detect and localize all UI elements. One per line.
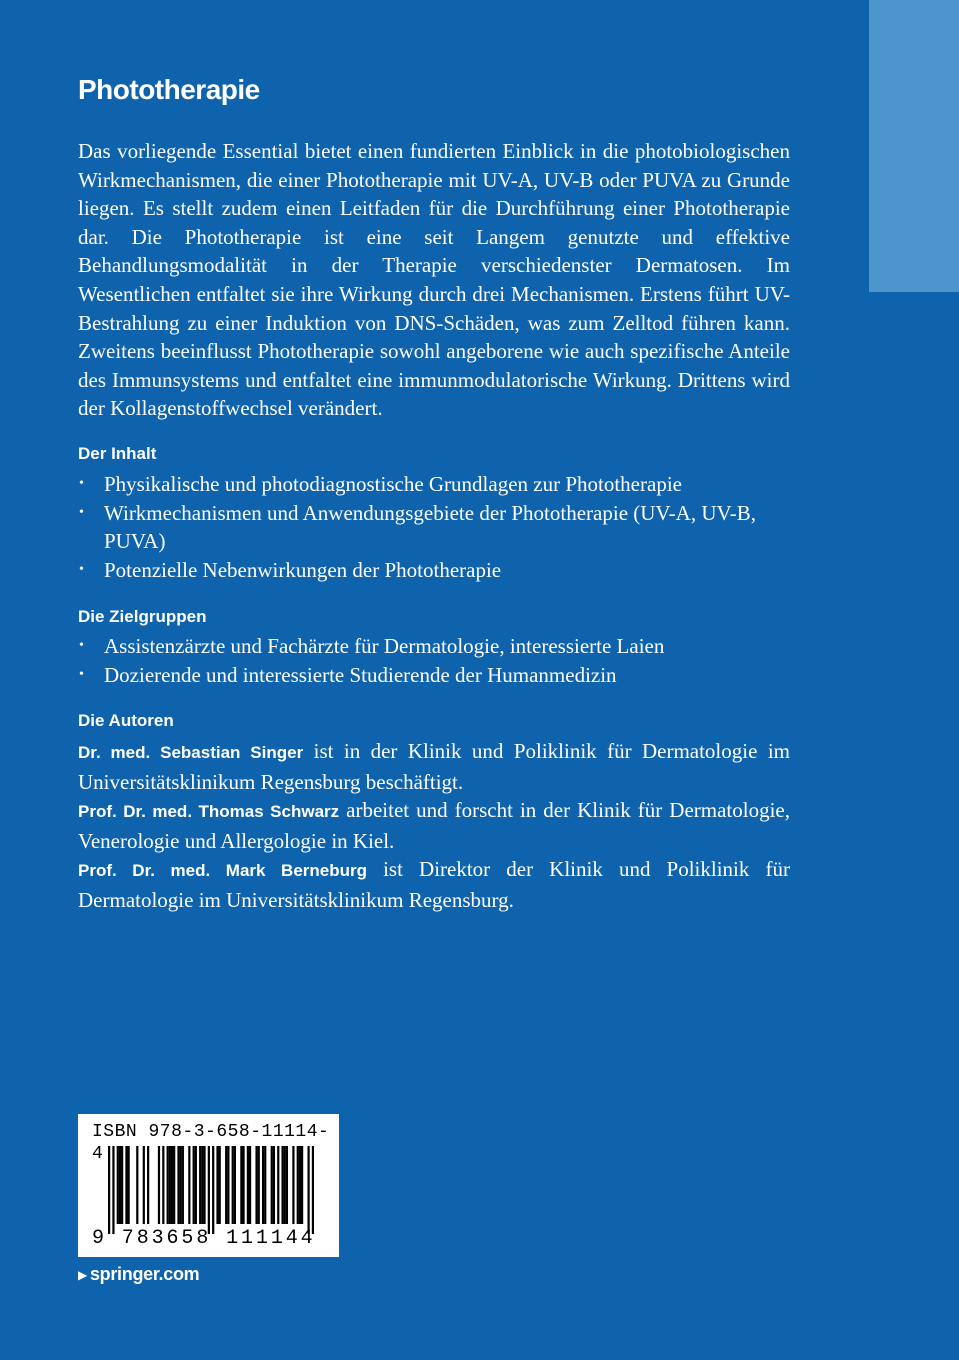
- bullet-icon: •: [79, 561, 84, 577]
- barcode-bar: [147, 1146, 149, 1224]
- barcode-bar: [301, 1146, 303, 1224]
- list-item: • Dozierende und interessierte Studierende der Humanmedizin: [78, 661, 790, 690]
- barcode-bar: [234, 1146, 236, 1224]
- barcode-bar: [121, 1146, 123, 1224]
- list-item: • Wirkmechanismen und Anwendungsgebiete der Phototherapie (UV-A, UV-B, PUVA): [79, 500, 756, 554]
- barcode-bar: [203, 1146, 205, 1224]
- barcode-bar: [188, 1146, 190, 1224]
- zielgruppen-heading: Die Zielgruppen: [78, 607, 207, 626]
- barcode-bar: [242, 1146, 244, 1224]
- list-item: • Physikalische und photodiagnostische Grundlagen zur Phototherapie: [78, 470, 790, 499]
- cover-color-tab: [869, 0, 959, 292]
- list-item: • Potenzielle Nebenwirkungen der Phototherapie: [78, 556, 790, 585]
- barcode-bar: [199, 1146, 201, 1224]
- barcode-bar: [284, 1146, 286, 1224]
- barcode-bar: [281, 1146, 283, 1224]
- barcode-bar: [271, 1146, 273, 1224]
- inhalt-heading: Der Inhalt: [78, 444, 157, 463]
- barcode-bar: [117, 1146, 119, 1224]
- barcode-bar: [208, 1146, 210, 1234]
- barcode-bar: [297, 1146, 299, 1224]
- authors-block: [78, 737, 790, 915]
- list-item: • Assistenzärzte und Fachärzte für Dermatologie, interessierte Laien: [78, 632, 790, 661]
- play-arrow-icon: ▶: [78, 1268, 87, 1282]
- barcode-bar: [247, 1146, 249, 1224]
- barcode-bar: [277, 1146, 279, 1224]
- barcode-bar: [158, 1146, 160, 1224]
- barcode-bar: [171, 1146, 173, 1224]
- author-entry: Prof. Dr. med. Mark Berneburg ist Direktor der Klinik und Poliklinik für Dermatologie im Universitätsklinikum Regensburg.: [78, 857, 790, 912]
- publisher-link[interactable]: [78, 1262, 199, 1288]
- barcode-bar: [195, 1146, 197, 1224]
- barcode-bar: [182, 1146, 184, 1224]
- author-name: Prof. Dr. med. Thomas Schwarz: [78, 802, 340, 822]
- barcode-digits: 9 783658 111144: [92, 1227, 316, 1250]
- barcode-bar: [216, 1146, 218, 1224]
- bullet-icon: •: [79, 638, 84, 653]
- barcode-bar: [108, 1146, 110, 1234]
- barcode-bar: [112, 1146, 114, 1234]
- barcode-bar: [180, 1146, 182, 1224]
- barcode-bar: [125, 1146, 127, 1224]
- barcode-bar: [167, 1146, 169, 1224]
- barcode-bar: [219, 1146, 221, 1224]
- barcode-bar: [162, 1146, 164, 1224]
- barcode-bar: [119, 1146, 121, 1224]
- bullet-icon: •: [79, 504, 84, 520]
- barcode-bar: [193, 1146, 195, 1224]
- barcode-bar: [169, 1146, 171, 1224]
- isbn-number: ISBN 978-3-658-11114-4: [92, 1122, 330, 1164]
- barcode-bar: [258, 1146, 260, 1224]
- intro-paragraph: Das vorliegende Essential bietet einen fundierten Einblick in die photobiologischen Wirkmechanismen, die einer Phototherapie mit UV-A, UV-B oder PUVA zu Grunde liegen. Es stellt zudem einen Leitfaden für die Durchführung einer Phototherapie dar. Die Phototherapie ist eine seit Langem genutzte und effektive Behandlungsmodalität in der Therapie verschiedenster Dermatosen. Im Wesentlichen entfaltet sie ihre Wirkung durch drei Mechanismen. Erstens führt UV-Bestrahlung zu einer Induktion von DNS-Schäden, was zum Zelltod führen kann. Zweitens beeinflusst Phototherapie sowohl angeborene wie auch spezifische Anteile des Immunsystems und entfaltet eine immunmodulatorische Wirkung. Drittens wird der Kollagenstoffwechsel verändert.: [78, 139, 790, 421]
- barcode-bar: [177, 1146, 179, 1224]
- barcode-bar: [273, 1146, 275, 1224]
- barcode-bar: [201, 1146, 203, 1224]
- isbn-barcode: [78, 1114, 339, 1257]
- barcode-bar: [286, 1146, 288, 1224]
- autoren-heading: Die Autoren: [78, 711, 174, 730]
- zielgruppen-list: [78, 632, 790, 689]
- barcode-bar: [264, 1146, 266, 1224]
- author-name: Dr. med. Sebastian Singer: [78, 743, 304, 762]
- author-entry: Prof. Dr. med. Thomas Schwarz arbeitet und forscht in der Klinik für Dermatologie, Venerologie und Allergologie in Kiel.: [78, 798, 790, 853]
- barcode-bar: [128, 1146, 130, 1224]
- bullet-icon: •: [79, 666, 84, 682]
- barcode-bar: [136, 1146, 138, 1224]
- author-entry: Dr. med. Sebastian Singer ist in der Klinik und Poliklinik für Dermatologie im Universitätsklinikum Regensburg beschäftigt.: [78, 739, 790, 794]
- barcode-bars: [108, 1146, 314, 1234]
- barcode-bar: [292, 1146, 294, 1224]
- barcode-bar: [262, 1146, 264, 1224]
- barcode-bar: [143, 1146, 145, 1224]
- publisher-url: springer.com: [89, 1264, 200, 1284]
- barcode-bar: [255, 1146, 257, 1224]
- barcode-bar: [249, 1146, 251, 1224]
- barcode-bar: [173, 1146, 175, 1224]
- barcode-bar: [240, 1146, 242, 1224]
- barcode-bar: [227, 1146, 229, 1224]
- barcode-bar: [299, 1146, 301, 1224]
- barcode-bar: [307, 1146, 309, 1234]
- barcode-bar: [312, 1146, 314, 1234]
- author-name: Prof. Dr. med. Mark Berneburg: [78, 861, 367, 881]
- barcode-bar: [232, 1146, 234, 1224]
- inhalt-list: [78, 470, 790, 584]
- barcode-bar: [212, 1146, 214, 1234]
- barcode-bar: [225, 1146, 227, 1224]
- book-title: Phototherapie: [78, 74, 260, 105]
- bullet-icon: •: [79, 476, 84, 491]
